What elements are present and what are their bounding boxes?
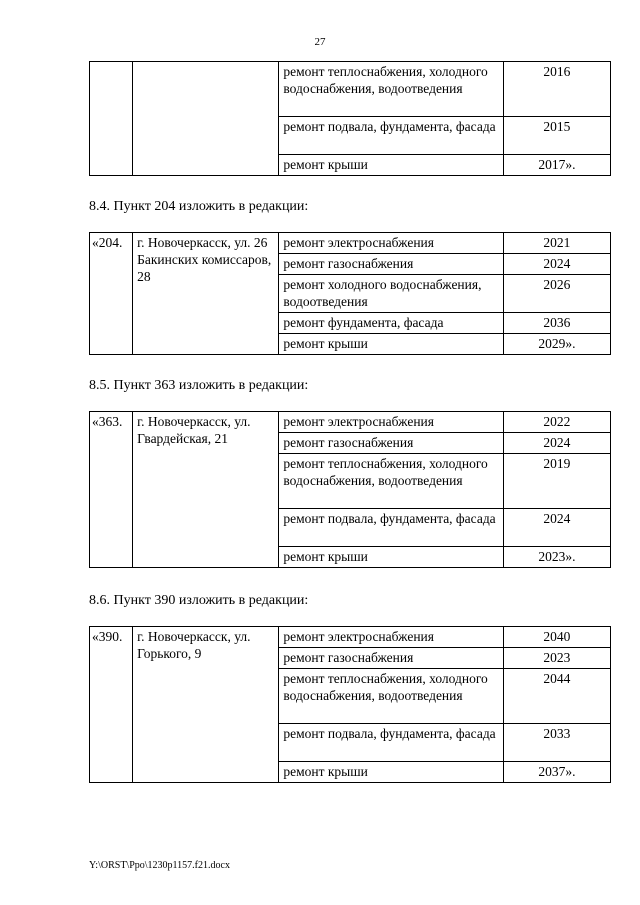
work-year: 2019 — [503, 454, 610, 509]
table-row — [90, 412, 611, 433]
work-type: ремонт холодного водоснабжения, водоотведения — [279, 275, 503, 313]
section-heading: 8.4. Пункт 204 изложить в редакции: — [89, 199, 309, 214]
footer-file-path: Y:\ORST\Ppo\1230p1157.f21.docx — [89, 860, 230, 871]
work-year: 2040 — [503, 627, 610, 648]
work-year: 2022 — [503, 412, 610, 433]
page-number: 27 — [314, 36, 326, 48]
work-type: ремонт подвала, фундамента, фасада — [279, 724, 503, 762]
work-year: 2036 — [503, 313, 610, 334]
item-number: «204. — [90, 233, 133, 355]
work-year: 2024 — [503, 509, 610, 547]
item-number: «390. — [90, 627, 133, 783]
work-year: 2016 — [503, 62, 610, 117]
item-address: г. Новочеркасск, ул. Горького, 9 — [133, 627, 279, 783]
repair-table-363 — [89, 411, 611, 568]
work-year: 2021 — [503, 233, 610, 254]
work-type: ремонт газоснабжения — [279, 648, 503, 669]
work-type: ремонт электроснабжения — [279, 233, 503, 254]
work-type: ремонт подвала, фундамента, фасада — [279, 509, 503, 547]
work-type: ремонт газоснабжения — [279, 433, 503, 454]
work-type: ремонт теплоснабжения, холодного водоснабжения, водоотведения — [279, 669, 503, 724]
repair-table-390 — [89, 626, 611, 783]
work-year: 2029». — [503, 334, 610, 355]
work-type: ремонт фундамента, фасада — [279, 313, 503, 334]
work-type: ремонт крыши — [279, 155, 503, 176]
work-type: ремонт крыши — [279, 547, 503, 568]
work-type: ремонт электроснабжения — [279, 412, 503, 433]
item-number — [90, 62, 133, 176]
item-address: г. Новочеркасск, ул. Гвардейская, 21 — [133, 412, 279, 568]
work-year: 2044 — [503, 669, 610, 724]
work-year: 2024 — [503, 254, 610, 275]
work-year: 2023». — [503, 547, 610, 568]
work-type: ремонт газоснабжения — [279, 254, 503, 275]
item-number: «363. — [90, 412, 133, 568]
item-address: г. Новочеркасск, ул. 26 Бакинских комиссаров, 28 — [133, 233, 279, 355]
work-year: 2017». — [503, 155, 610, 176]
work-year: 2037». — [503, 762, 610, 783]
work-year: 2024 — [503, 433, 610, 454]
work-year: 2026 — [503, 275, 610, 313]
section-heading: 8.5. Пункт 363 изложить в редакции: — [89, 378, 309, 393]
work-type: ремонт крыши — [279, 334, 503, 355]
work-type: ремонт электроснабжения — [279, 627, 503, 648]
work-year: 2033 — [503, 724, 610, 762]
item-address — [133, 62, 279, 176]
table-row — [90, 627, 611, 648]
work-type: ремонт теплоснабжения, холодного водоснабжения, водоотведения — [279, 62, 503, 117]
work-year: 2023 — [503, 648, 610, 669]
repair-table-204 — [89, 232, 611, 355]
work-type: ремонт подвала, фундамента, фасада — [279, 117, 503, 155]
work-type: ремонт теплоснабжения, холодного водоснабжения, водоотведения — [279, 454, 503, 509]
table-row — [90, 62, 611, 117]
repair-table-continuation — [89, 61, 611, 176]
work-year: 2015 — [503, 117, 610, 155]
table-row — [90, 233, 611, 254]
work-type: ремонт крыши — [279, 762, 503, 783]
section-heading: 8.6. Пункт 390 изложить в редакции: — [89, 593, 309, 608]
